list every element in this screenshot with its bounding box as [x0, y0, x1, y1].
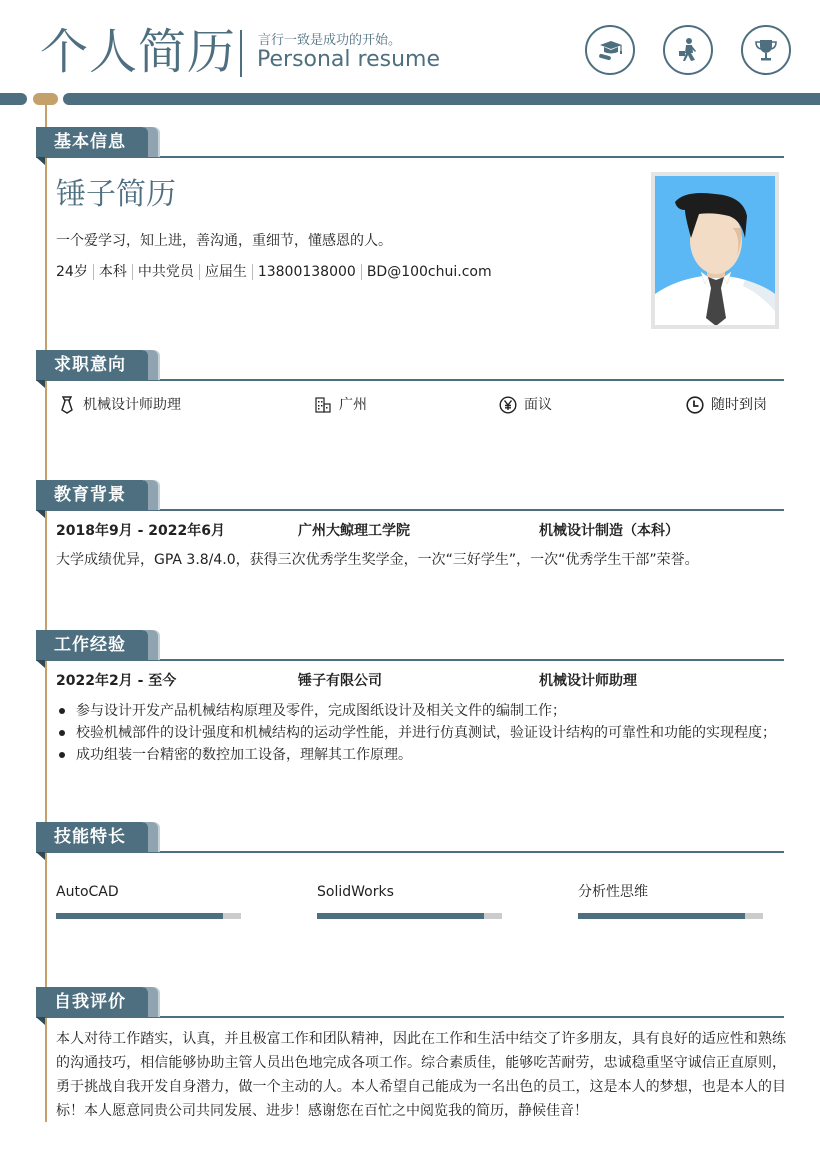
skill-autocad — [56, 882, 241, 919]
trophy-icon — [741, 25, 791, 75]
timeline-knob — [33, 93, 58, 105]
skill-solidworks — [317, 882, 502, 919]
yen-icon — [499, 396, 517, 414]
intent-availability-label: 随时到岗 — [711, 397, 767, 413]
section-title: 基本信息 — [36, 127, 148, 157]
intent-position-label: 机械设计师助理 — [83, 397, 181, 413]
skill-bar-fill — [578, 913, 745, 919]
work-company: 锤子有限公司 — [298, 673, 382, 689]
separator — [93, 264, 94, 280]
header-bar-right — [63, 93, 820, 105]
subtitle: Personal resume — [257, 47, 440, 72]
list-item: 参与设计开发产品机械结构原理及零件，完成图纸设计及相关文件的编制工作； — [56, 700, 796, 722]
separator — [361, 264, 362, 280]
intent-city-label: 广州 — [339, 397, 367, 413]
section-header-work — [36, 630, 784, 668]
skill-bar-fill — [56, 913, 223, 919]
skill-bar — [317, 913, 502, 919]
intent-availability — [686, 395, 767, 415]
title-divider — [240, 30, 242, 77]
skill-bar — [578, 913, 763, 919]
tab-fold — [36, 660, 45, 668]
education-school: 广州大鲸理工学院 — [298, 523, 410, 539]
building-icon — [314, 396, 332, 414]
candidate-name: 锤子简历 — [56, 177, 176, 212]
timeline-line — [45, 105, 47, 1122]
separator — [252, 264, 253, 280]
slogan: 言行一致是成功的开始。 — [258, 33, 402, 48]
businessman-icon — [663, 25, 713, 75]
profile-photo — [651, 172, 779, 329]
work-period: 2022年2月 - 至今 — [56, 673, 177, 689]
separator — [132, 264, 133, 280]
section-header-intent — [36, 350, 784, 388]
skill-analytical-thinking — [578, 882, 763, 919]
clock-icon — [686, 396, 704, 414]
intent-salary-label: 面议 — [524, 397, 552, 413]
graduate-status: 应届生 — [204, 264, 247, 280]
section-title: 工作经验 — [36, 630, 148, 660]
age: 24岁 — [56, 264, 88, 280]
intent-salary — [499, 395, 552, 415]
section-title: 教育背景 — [36, 480, 148, 510]
tab-fold — [36, 1017, 45, 1025]
tab-fold — [36, 852, 45, 860]
work-duties — [56, 700, 796, 766]
section-header-skills — [36, 822, 784, 860]
page-title: 个人简历 — [40, 24, 237, 80]
section-header-self-eval — [36, 987, 784, 1025]
political-status: 中共党员 — [137, 264, 194, 280]
section-title: 求职意向 — [36, 350, 148, 380]
motto: 一个爱学习，知上进，善沟通，重细节，懂感恩的人。 — [56, 233, 392, 249]
tie-icon — [58, 396, 76, 414]
skill-name: AutoCAD — [56, 884, 119, 900]
basic-facts — [56, 262, 492, 282]
list-item: 校验机械部件的设计强度和机械结构的运动学性能，并进行仿真测试，验证设计结构的可靠性和功能的实现程度； — [56, 722, 796, 744]
section-title: 自我评价 — [36, 987, 148, 1017]
intent-position — [58, 395, 181, 415]
self-evaluation-text: 本人对待工作踏实，认真，并且极富工作和团队精神，因此在工作和生活中结交了许多朋友，具有良好的适应性和熟练的沟通技巧，相信能够协助主管人员出色地完成各项工作。综合素质佳，能够吃苦耐劳，忠诚稳重坚守诚信正直原则，勇于挑战自我开发自身潜力，做一个主动的人。本人希望自己能成为一名出色的员工，这是本人的梦想，也是本人的目标！本人愿意同贵公司共同发展、进步！感谢您在百忙之中阅览我的简历，静候佳音！ — [56, 1031, 786, 1119]
education-description: 大学成绩优异，GPA 3.8/4.0，获得三次优秀学生奖学金，一次“三好学生”，一次“优秀学生干部”荣誉。 — [56, 552, 699, 568]
degree: 本科 — [98, 264, 127, 280]
work-role: 机械设计师助理 — [539, 673, 637, 689]
header-bar-left — [0, 93, 27, 105]
skill-name: 分析性思维 — [578, 884, 648, 900]
tab-fold — [36, 380, 45, 388]
skill-bar-fill — [317, 913, 484, 919]
tab-fold — [36, 510, 45, 518]
education-major: 机械设计制造（本科） — [539, 523, 679, 539]
skill-name: SolidWorks — [317, 884, 394, 900]
graduation-cap-icon — [585, 25, 635, 75]
section-title: 技能特长 — [36, 822, 148, 852]
list-item: 成功组装一台精密的数控加工设备，理解其工作原理。 — [56, 744, 796, 766]
skill-bar — [56, 913, 241, 919]
separator — [199, 264, 200, 280]
phone: 13800138000 — [257, 264, 356, 280]
email: BD@100chui.com — [366, 264, 492, 280]
intent-city — [314, 395, 367, 415]
section-header-basic — [36, 127, 784, 165]
section-header-education — [36, 480, 784, 518]
education-period: 2018年9月 - 2022年6月 — [56, 523, 225, 539]
tab-fold — [36, 157, 45, 165]
